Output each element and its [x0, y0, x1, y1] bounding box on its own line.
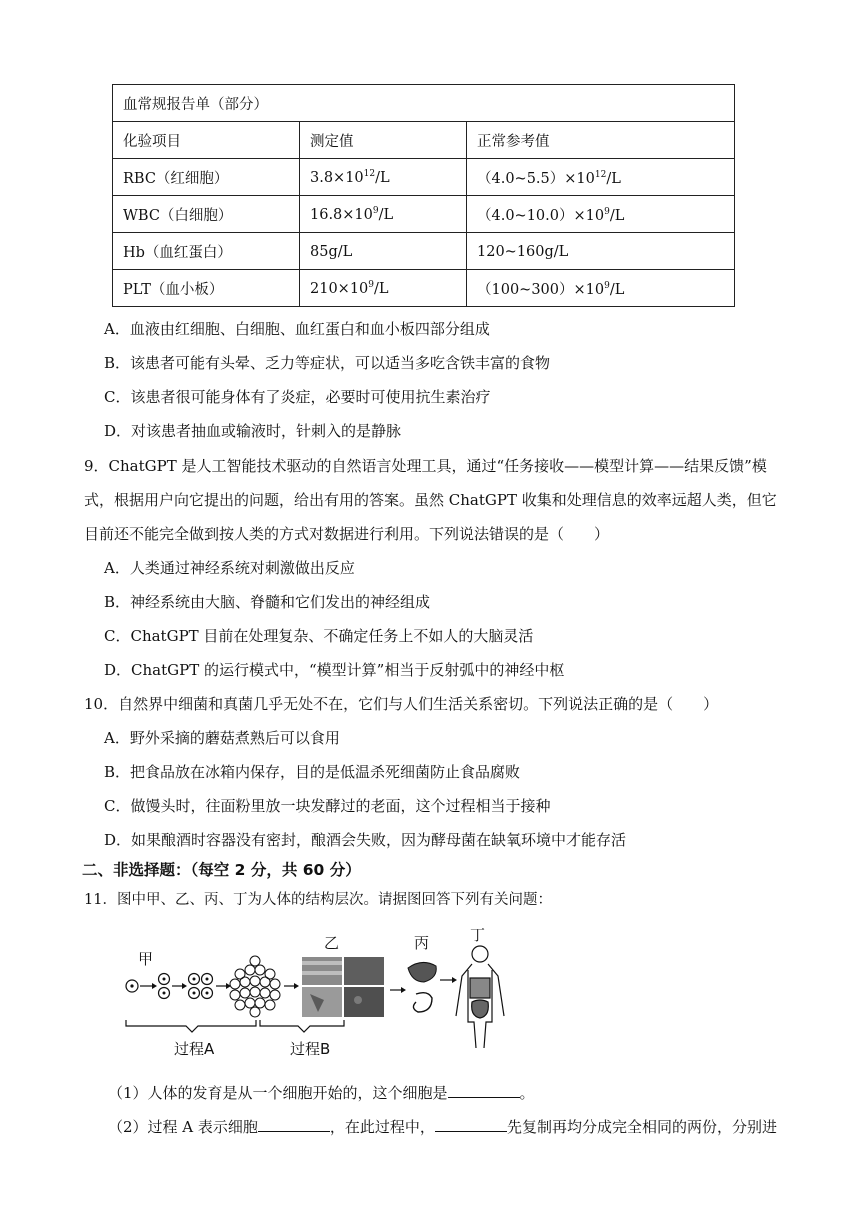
brace-process-b	[260, 1020, 344, 1032]
brace-process-a	[126, 1020, 256, 1032]
q11-stem: 11．图中甲、乙、丙、丁为人体的结构层次。请据图回答下列有关问题：	[84, 892, 552, 908]
answer-blank[interactable]	[448, 1096, 520, 1098]
table-cell-value: $16.8\times 10^9/L$	[300, 196, 467, 233]
blood-report-table	[112, 84, 735, 307]
label-process-a: 过程A	[174, 1040, 215, 1058]
q8-option-b: B．该患者可能有头晕、乏力等症状，可以适当多吃含铁丰富的食物	[104, 354, 551, 372]
q8-option-d: D．对该患者抽血或输液时，针刺入的是静脉	[104, 422, 402, 440]
q9-stem-line2: 式，根据用户向它提出的问题，给出有用的答案。虽然 ChatGPT 收集和处理信息的效率远超人类，但它	[84, 491, 777, 509]
q9-option-b: B．神经系统由大脑、脊髓和它们发出的神经组成	[104, 593, 431, 611]
q9-stem-line1: 9．ChatGPT 是人工智能技术驱动的自然语言处理工具，通过“任务接收——模型计算——结果反馈”模	[84, 457, 767, 475]
organs-icon	[408, 962, 436, 1012]
q10-option-d: D．如果酿酒时容器没有密封，酿酒会失败，因为酵母菌在缺氧环境中才能存活	[104, 831, 627, 849]
table-row	[113, 196, 735, 233]
q9-option-d: D．ChatGPT 的运行模式中，“模型计算”相当于反射弧中的神经中枢	[104, 661, 565, 679]
q8-option-c: C．该患者很可能身体有了炎症，必要时可使用抗生素治疗	[104, 388, 491, 406]
label-yi: 乙	[324, 934, 340, 952]
q10-option-a: A．野外采摘的蘑菇煮熟后可以食用	[104, 729, 340, 747]
table-header: 正常参考值	[467, 122, 735, 159]
answer-blank[interactable]	[258, 1130, 330, 1132]
two-cells-icon	[159, 974, 170, 999]
table-cell-ref: 120~160g/L	[467, 233, 735, 270]
q11-sub2: （2）过程 A 表示细胞 ，在此过程中， 先复制再均分成完全相同的两份，分别进	[108, 1118, 777, 1136]
label-ding: 丁	[470, 926, 486, 944]
table-header: 化验项目	[113, 122, 300, 159]
tissue-images-icon	[302, 957, 384, 1017]
q9-option-c: C．ChatGPT 目前在处理复杂、不确定任务上不如人的大脑灵活	[104, 627, 534, 645]
table-cell-ref: $(4.0\sim 10.0)\times 10^9/L$	[467, 196, 735, 233]
table-cell-ref: $(100\sim 300)\times 10^9/L$	[467, 270, 735, 307]
table-row	[113, 233, 735, 270]
label-bing: 丙	[414, 934, 430, 952]
table-cell-item: Hb（血红蛋白）	[113, 233, 300, 270]
human-body-icon	[456, 946, 504, 1048]
section-heading: 二、非选择题：（每空 2 分，共 60 分）	[82, 861, 361, 879]
q8-option-a: A．血液由红细胞、白细胞、血红蛋白和血小板四部分组成	[104, 320, 490, 338]
label-jia: 甲	[138, 950, 154, 968]
table-cell-item: PLT（血小板）	[113, 270, 300, 307]
q10-stem: 10．自然界中细菌和真菌几乎无处不在，它们与人们生活关系密切。下列说法正确的是（ ）	[84, 695, 719, 713]
table-cell-item: WBC（白细胞）	[113, 196, 300, 233]
table-title: 血常规报告单（部分）	[113, 85, 735, 122]
q11-sub1: （1）人体的发育是从一个细胞开始的，这个细胞是 。	[108, 1084, 535, 1102]
answer-blank[interactable]	[435, 1130, 507, 1132]
table-cell-value: $3.8\times 10^{12}/L$	[300, 159, 467, 196]
four-cells-icon	[189, 974, 213, 999]
structure-levels-figure	[118, 920, 538, 1065]
table-row	[113, 270, 735, 307]
table-cell-value: 85g/L	[300, 233, 467, 270]
table-header-row	[113, 122, 735, 159]
cell-mass-icon	[230, 956, 280, 1017]
q10-option-c: C．做馒头时，往面粉里放一块发酵过的老面，这个过程相当于接种	[104, 797, 551, 815]
table-cell-value: $210\times 10^9/L$	[300, 270, 467, 307]
label-process-b: 过程B	[290, 1040, 331, 1058]
table-cell-item: RBC（红细胞）	[113, 159, 300, 196]
table-cell-ref: $(4.0\sim 5.5)\times 10^{12}/L$	[467, 159, 735, 196]
q9-stem-line3: 目前还不能完全做到按人类的方式对数据进行利用。下列说法错误的是（ ）	[84, 525, 610, 543]
q9-option-a: A．人类通过神经系统对刺激做出反应	[104, 559, 355, 577]
table-header: 测定值	[300, 122, 467, 159]
single-cell-icon	[126, 980, 138, 992]
table-row	[113, 159, 735, 196]
q10-option-b: B．把食品放在冰箱内保存，目的是低温杀死细菌防止食品腐败	[104, 763, 521, 781]
